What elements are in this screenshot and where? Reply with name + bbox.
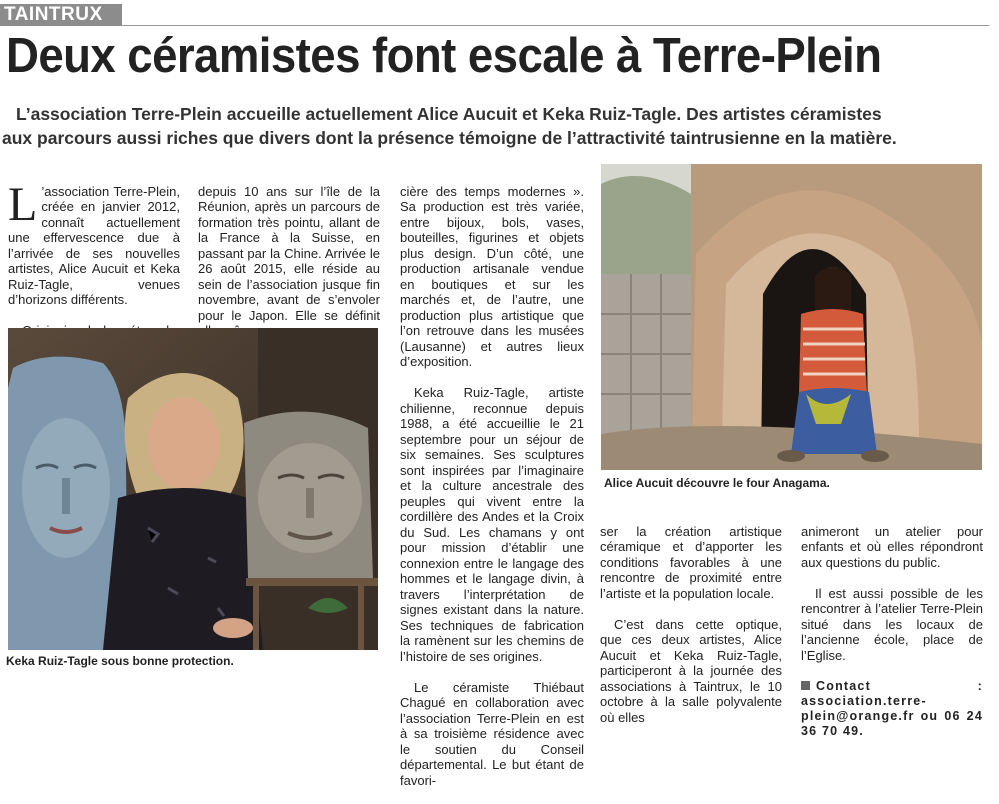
article-column-2 <box>198 168 380 354</box>
lead-line-2: aux parcours aussi riches que divers dont la présence témoigne de l’attractivité taintrusienne en la matière. <box>2 128 897 148</box>
bullet-square-icon <box>801 681 810 690</box>
article-lead <box>0 102 989 150</box>
column-1-paragraph-1: ’association Terre-Plein, créée en janvier 2012, connaît actuellement une effervescence due à l’arrivée de ses nouvelles artistes, Alice Aucuit et Keka Ruiz-Tagle, venues d’horizons différents. <box>8 183 180 307</box>
photo-caption-right: Alice Aucuit découvre le four Anagama. <box>604 476 830 490</box>
column-3-paragraph-3: Le céramiste Thiébaut Chagué en collaboration avec l’association Terre-Plein en est à sa troisième résidence avec le soutien du Conseil départemental. Le but étant de favori- <box>400 679 584 788</box>
column-4-paragraph-2: C’est dans cette optique, que ces deux artistes, Alice Aucuit et Keka Ruiz-Tagle, participeront à la journée des associations à Taintrux, le 10 octobre à la salle polyvalente où elles <box>600 616 782 725</box>
contact-text: Contact : association.terre-plein@orange.fr ou 06 24 36 70 49. <box>801 678 983 738</box>
photo-keka-ruiz-tagle <box>8 328 378 650</box>
column-4-paragraph-1: ser la création artistique céramique et d’apporter les conditions favorables à une rencontre de proximité entre l’artiste et la population locale. <box>600 523 782 601</box>
column-5-paragraph-1: animeront un atelier pour enfants et où elles répondront aux questions du public. <box>801 523 983 570</box>
photo-alice-aucuit <box>601 164 982 470</box>
rubric-label: TAINTRUX <box>0 4 122 26</box>
column-3-paragraph-2: Keka Ruiz-Tagle, artiste chilienne, reconnue depuis 1988, a été accueillie le 21 septembre pour un séjour de six semaines. Ses sculptures sont inspirées par l’imaginaire et la culture ancestrale des peuples qui vivent entre la cordillère des Andes et la Croix du Sud. Les chamans y ont pour mission d’établir une connexion entre le langage des hommes et le langage divin, à travers l’interprétation de signes existant dans la nature. Ses techniques de fabrication la ramènent sur les chemins de l’histoire de ses origines. <box>400 385 584 664</box>
article-column-3 <box>400 168 584 804</box>
photo-alice-aucuit-illustration <box>601 164 982 470</box>
contact-line <box>801 679 983 739</box>
photo-keka-ruiz-tagle-illustration <box>8 328 378 650</box>
article-column-4 <box>600 508 782 741</box>
column-2-paragraph-1: depuis 10 ans sur l’île de la Réunion, après un parcours de formation très pointu, allant de la France à la Suisse, en passant par la Chine. Arrivée le 26 août 2015, elle réside au sein de l’association jusque fin novembre, avant de s’envoler pour le Japon. Elle se définit <box>198 183 380 323</box>
column-5-paragraph-2: Il est aussi possible de les rencontrer à l’atelier Terre-Plein situé dans les locaux de l’ancienne école, place de l’Eglise. <box>801 585 983 663</box>
rubric-divider <box>122 25 989 26</box>
column-3-paragraph-1: cière des temps modernes ». Sa production est très variée, entre bijoux, bols, vases, bouteilles, figurines et objets plus design. D’un côté, une production artisanale vendue en boutiques et sur les marchés et, de l’autre, une production plus artistique que l’on retrouve dans les musées (Lausanne) et autres lieux d’exposition. <box>400 183 584 369</box>
article-column-5 <box>801 508 983 754</box>
lead-line-1: L’association Terre-Plein accueille actuellement Alice Aucuit et Keka Ruiz-Tagle. Des artistes céramistes <box>16 104 882 124</box>
photo-caption-left: Keka Ruiz-Tagle sous bonne protection. <box>6 654 234 668</box>
article-headline: Deux céramistes font escale à Terre-Plein <box>6 29 882 83</box>
drop-cap: L <box>8 177 38 231</box>
